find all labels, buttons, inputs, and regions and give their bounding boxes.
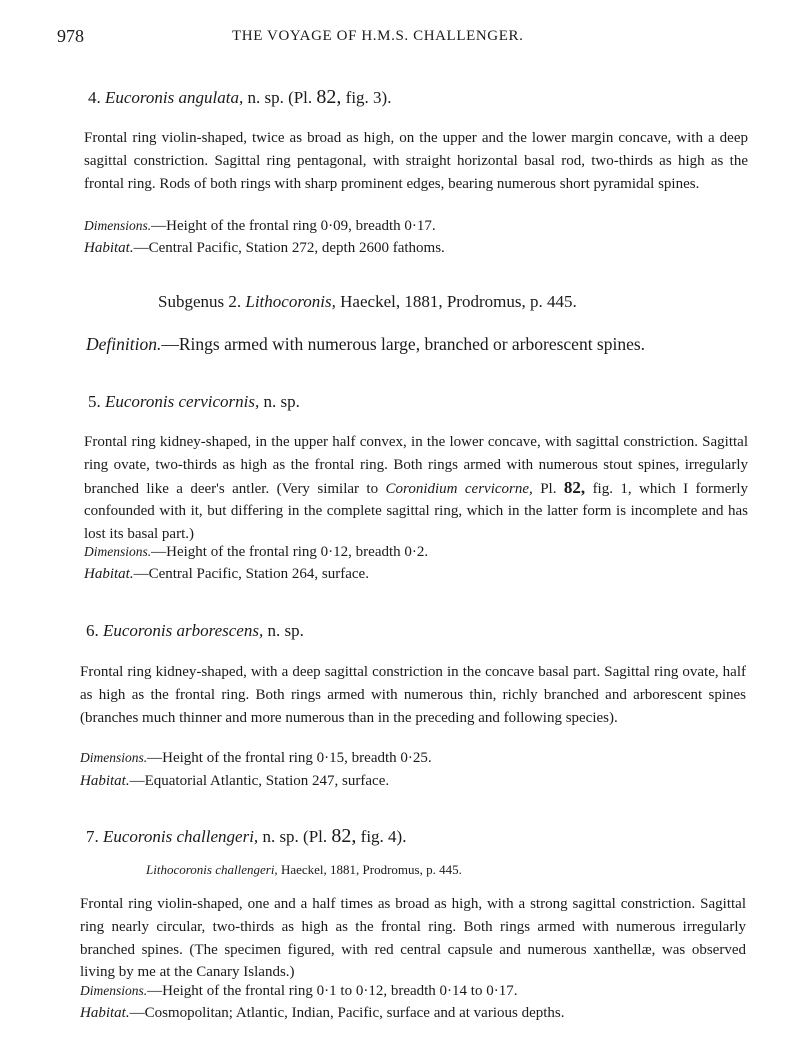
subgenus-heading	[158, 292, 577, 312]
synonym-name: Lithocoronis challengeri,	[146, 862, 278, 877]
habitat-text: —Equatorial Atlantic, Station 247, surface.	[129, 773, 390, 789]
species-description: Frontal ring violin-shaped, one and a half times as broad as high, with a strong sagittal constriction. Sagittal ring nearly circular, two-thirds as high as the frontal ring. Both rings armed with numerous irregularly branched spines. (The specimen figured, with red central capsule and numerous xanthellæ, was observed living by me at the Canary Islands.)	[80, 896, 746, 981]
dimensions-text: —Height of the frontal ring 0·09, breadth 0·17.	[151, 218, 436, 234]
figure-ref: fig. 3).	[345, 88, 392, 107]
habitat-text: —Cosmopolitan; Atlantic, Indian, Pacific, surface and at various depths.	[129, 1005, 565, 1021]
running-head	[57, 26, 757, 48]
definition-label: Definition.	[86, 334, 162, 354]
dimensions-line	[80, 750, 432, 767]
plate-number: 82,	[563, 477, 586, 497]
habitat-text: —Central Pacific, Station 272, depth 2600 fathoms.	[133, 240, 445, 256]
dimensions-label: Dimensions.	[80, 750, 148, 765]
subgenus-definition	[86, 334, 645, 355]
habitat-line	[84, 566, 369, 583]
species-nsp: n. sp.	[263, 392, 300, 411]
species-number: 7.	[86, 827, 99, 846]
species-number: 6.	[86, 621, 99, 640]
dimensions-label: Dimensions.	[80, 983, 148, 998]
species-heading	[88, 86, 391, 109]
species-description: Frontal ring violin-shaped, twice as broad as high, on the upper and the lower margin concave, with a deep sagittal constriction. Sagittal ring pentagonal, with straight horizontal basal rod, two-thirds as high as the frontal ring. Rods of both rings with sharp prominent edges, bearing numerous short pyramidal spines.	[84, 130, 748, 192]
habitat-label: Habitat.	[84, 240, 134, 256]
species-name: Eucoronis cervicornis,	[105, 392, 260, 411]
habitat-label: Habitat.	[80, 1005, 130, 1021]
dimensions-text: —Height of the frontal ring 0·1 to 0·12, breadth 0·14 to 0·17.	[147, 983, 518, 999]
definition-text: —Rings armed with numerous large, branched or arborescent spines.	[161, 334, 646, 354]
figure-ref: fig. 4).	[360, 827, 407, 846]
habitat-line	[84, 240, 445, 257]
description-text: Frontal ring kidney-shaped, in the upper half convex, in the lower concave, with sagittal constriction. Sagittal ring ovate, two-thirds as high as the frontal ring. Both rings armed with numerous stout spines, irregularly branched like a deer's antler. (Very similar to	[84, 434, 748, 497]
dimensions-label: Dimensions.	[84, 218, 152, 233]
dimensions-line	[84, 218, 436, 235]
plate-number: 82,	[331, 825, 357, 847]
dimensions-line	[80, 983, 517, 1000]
plate-number: 82,	[316, 86, 342, 108]
dimensions-text: —Height of the frontal ring 0·12, breadth 0·2.	[151, 544, 429, 560]
subgenus-prefix: Subgenus 2.	[158, 292, 242, 311]
species-description: Frontal ring kidney-shaped, with a deep sagittal constriction in the concave basal part. Sagittal ring ovate, half as high as the frontal ring. Both rings armed with numerous thin, richly branched and arborescent spines (branches much thinner and more numerous than in the preceding and following species).	[80, 664, 746, 726]
related-species-name: Coronidium cervicorne,	[385, 480, 533, 497]
synonym-line	[146, 862, 462, 878]
subgenus-suffix: Haeckel, 1881, Prodromus, p. 445.	[340, 292, 577, 311]
species-number: 5.	[88, 392, 101, 411]
plate-prefix: Pl.	[540, 480, 557, 497]
dimensions-label: Dimensions.	[84, 544, 152, 559]
dimensions-line	[84, 544, 428, 561]
synonym-text: Haeckel, 1881, Prodromus, p. 445.	[280, 862, 462, 877]
page-number: 978	[57, 26, 84, 46]
species-heading	[86, 621, 304, 641]
species-nsp: n. sp. (Pl.	[262, 827, 328, 846]
running-title: THE VOYAGE OF H.M.S. CHALLENGER.	[232, 28, 524, 44]
species-name: Eucoronis challengeri,	[103, 827, 259, 846]
dimensions-text: —Height of the frontal ring 0·15, breadth 0·25.	[147, 750, 432, 766]
species-nsp: n. sp.	[267, 621, 304, 640]
species-name: Eucoronis angulata,	[105, 88, 244, 107]
habitat-line	[80, 1005, 565, 1022]
species-description	[84, 431, 748, 546]
description-text: fig. 1, which I formerly confounded with it, but differing in the complete sagittal ring, which in the latter form is incomplete and has lost its basal part.)	[84, 480, 749, 543]
species-heading	[88, 392, 300, 412]
species-number: 4.	[88, 88, 101, 107]
habitat-line	[80, 773, 389, 790]
species-nsp: n. sp. (Pl.	[247, 88, 313, 107]
habitat-text: —Central Pacific, Station 264, surface.	[133, 566, 369, 582]
subgenus-name: Lithocoronis,	[245, 292, 336, 311]
habitat-label: Habitat.	[84, 566, 134, 582]
habitat-label: Habitat.	[80, 773, 130, 789]
species-name: Eucoronis arborescens,	[103, 621, 264, 640]
species-heading	[86, 825, 406, 848]
